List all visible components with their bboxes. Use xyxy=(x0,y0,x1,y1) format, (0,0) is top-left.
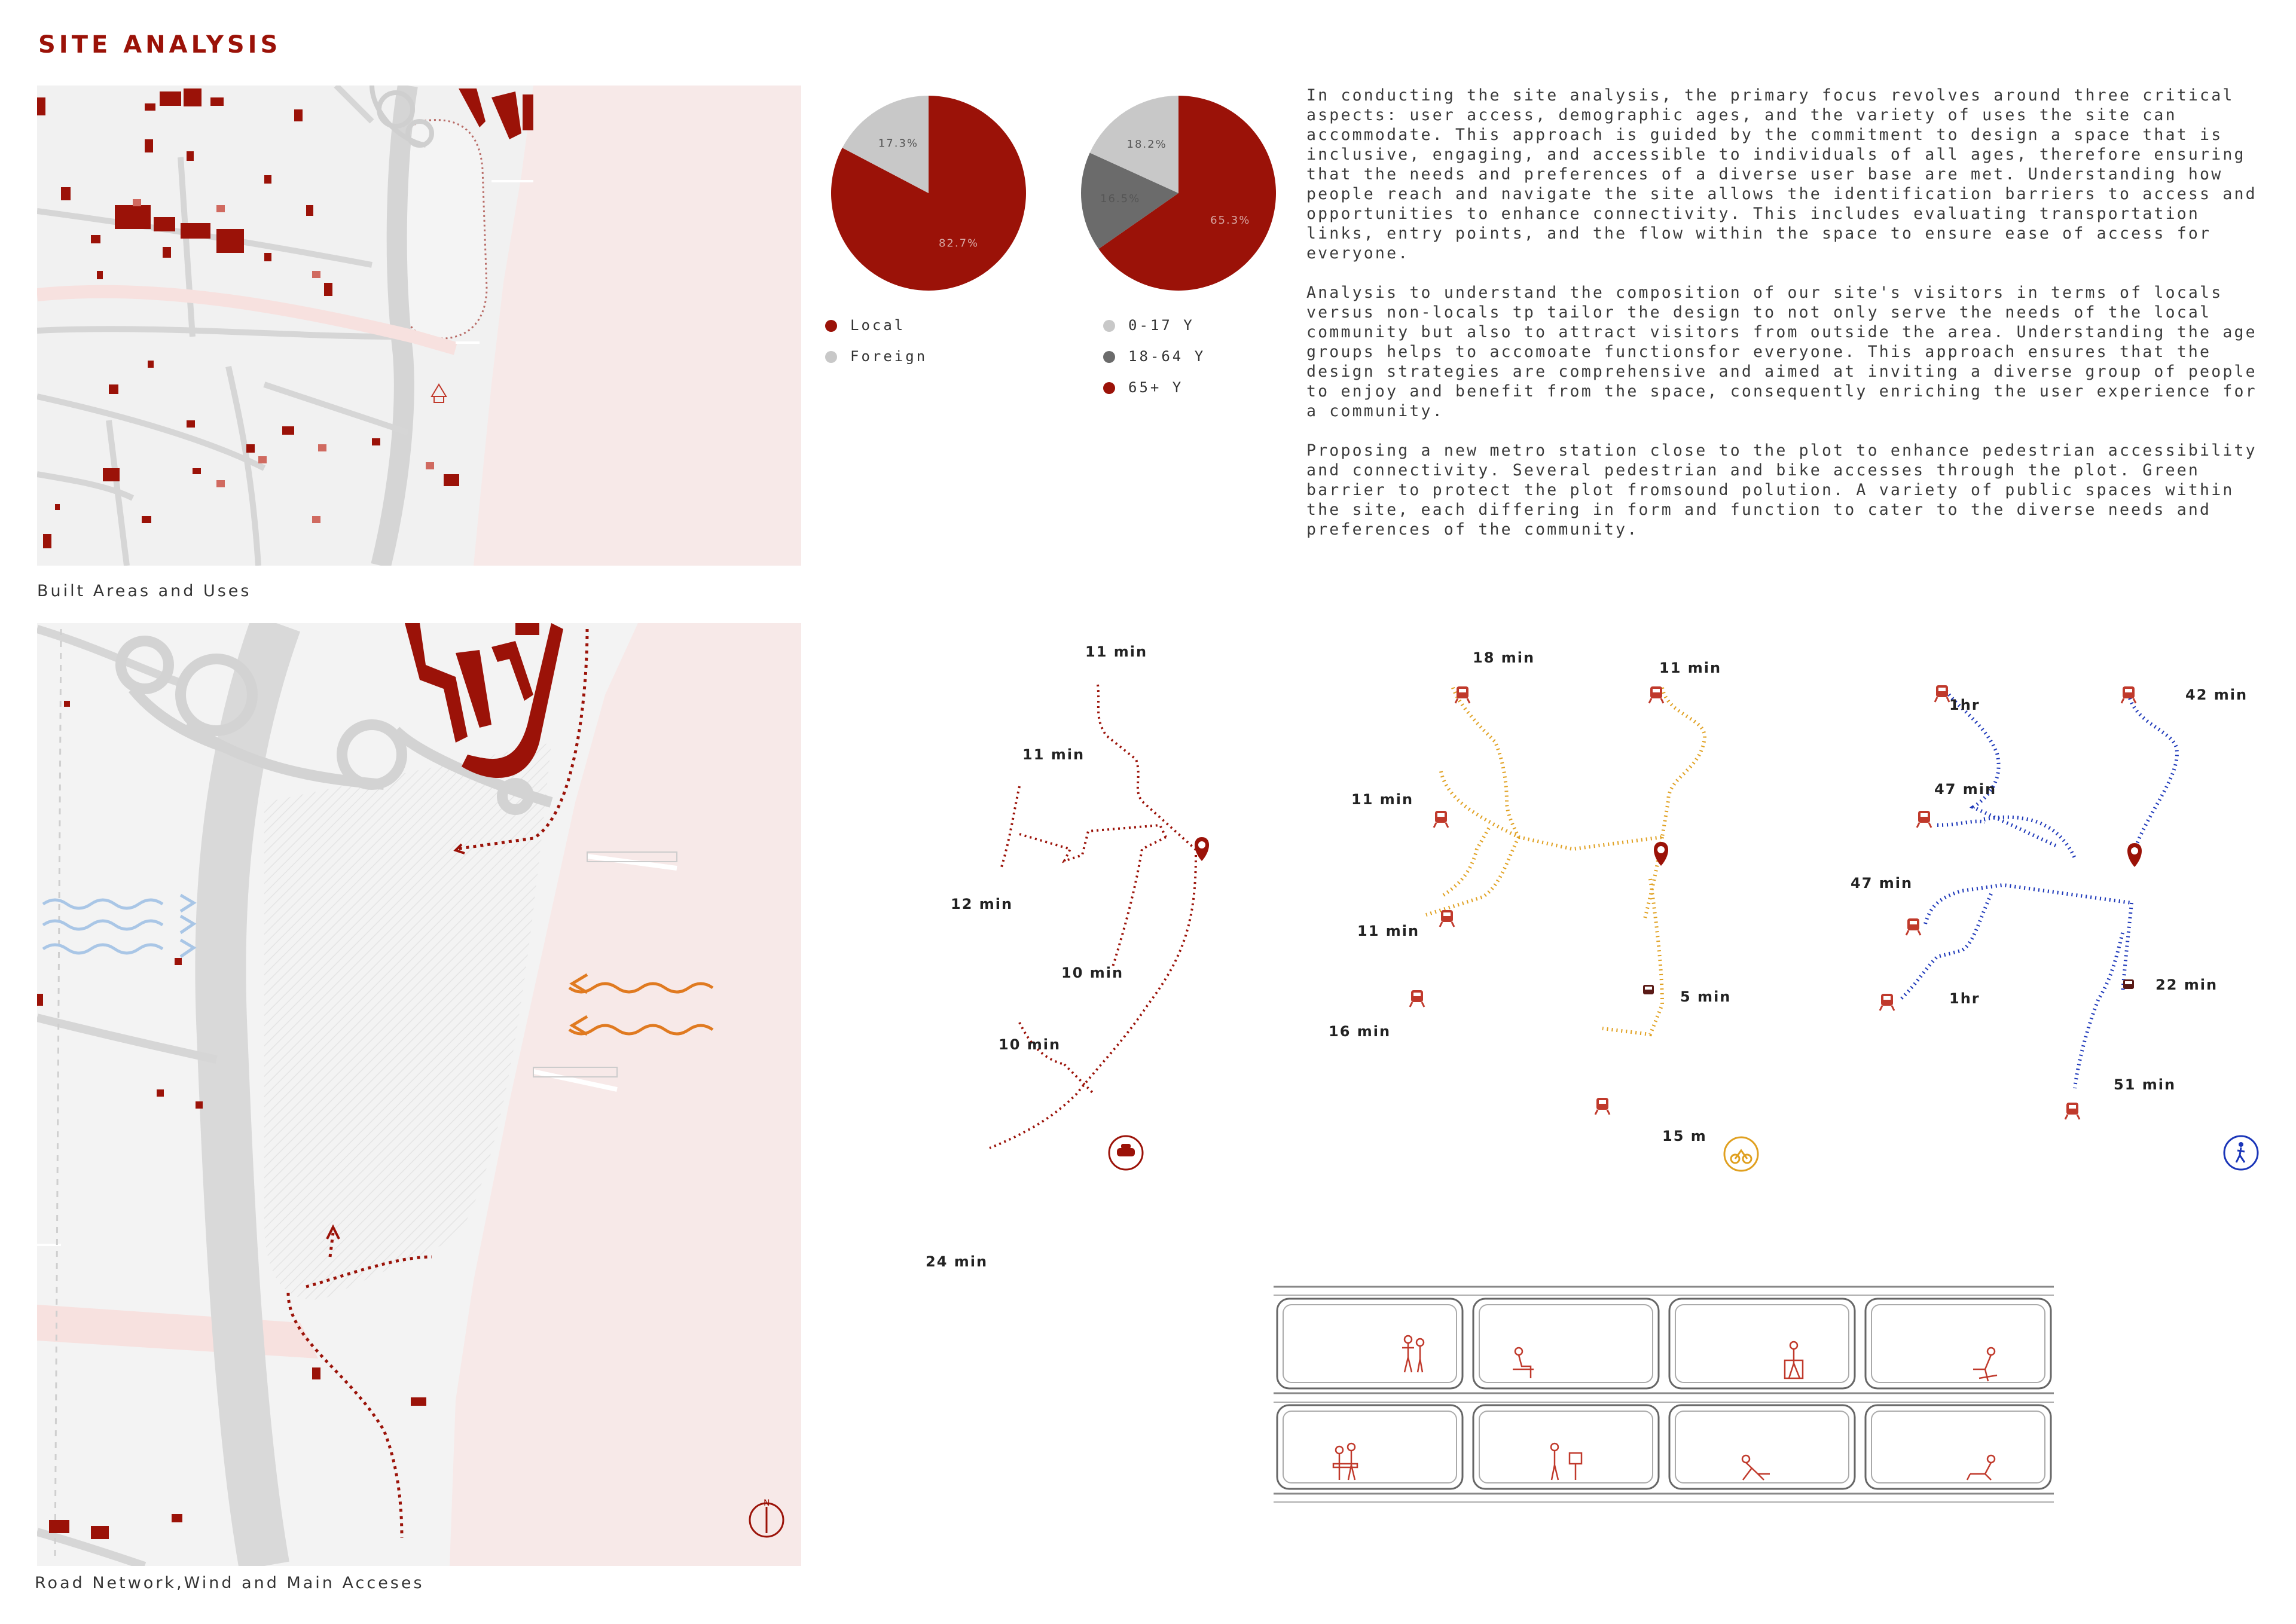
car-time-label: 11 min xyxy=(1022,746,1085,763)
map-top-caption: Built Areas and Uses xyxy=(37,582,252,600)
car-time-label: 11 min xyxy=(1085,643,1148,660)
walk-time-label: 42 min xyxy=(2185,686,2248,703)
legend-item-18-64: 18-64 Y xyxy=(1103,348,1205,365)
legend-age xyxy=(1103,317,1283,413)
pie-slice-label: 16.5% xyxy=(1100,192,1141,205)
bike-time-labels xyxy=(1329,649,1731,1144)
pie-chart-age xyxy=(1081,96,1276,291)
bike-time-label: 5 min xyxy=(1680,988,1732,1005)
road-network-map xyxy=(37,623,801,1566)
map-bottom-caption: Road Network,Wind and Main Acceses xyxy=(35,1574,425,1592)
train-station-icon xyxy=(1880,994,1894,1011)
car-destination-pin xyxy=(1195,837,1209,861)
legend-origin xyxy=(825,317,1004,377)
train-station-icon xyxy=(1935,685,1949,702)
age-18-64-swatch xyxy=(1103,351,1115,363)
train-station-icon xyxy=(1440,910,1454,927)
train-station-icon xyxy=(1434,811,1448,828)
train-station-icon xyxy=(1906,918,1921,935)
walk-time-label: 1hr xyxy=(1949,990,1980,1007)
paragraph-demographics: Analysis to understand the composition of our site's visitors in terms of locals versus non-locals tp tailor the design to not only serve the needs of the local community but also to attract visitors from outside the area. Understanding the age groups helps to accomoate functionsfor everyone. This approach ensures that the design strategies are comprehensive and aimed at inviting a diverse group of people to enjoy and benefit from the space, consequently enriching the user experience for a community. xyxy=(1306,283,2257,420)
car-time-label: 10 min xyxy=(1061,964,1124,981)
analysis-text xyxy=(1306,86,2269,559)
train-station-icon xyxy=(1410,990,1424,1007)
car-routes xyxy=(990,685,1202,1148)
built-areas-map xyxy=(37,86,801,566)
pedestrian-mode-icon xyxy=(2224,1136,2258,1170)
train-station-icon xyxy=(1917,811,1931,828)
pie-chart-origin xyxy=(831,96,1026,291)
walk-routes xyxy=(1901,691,2177,1088)
activity-section-strip xyxy=(1274,1280,2054,1507)
walk-time-label: 22 min xyxy=(2155,976,2218,993)
car-time-labels xyxy=(926,643,1147,1270)
train-station-icon xyxy=(1455,686,1470,703)
age-65plus-swatch xyxy=(1103,382,1115,394)
walk-destination-pin xyxy=(2127,843,2142,867)
train-station-icon xyxy=(2121,686,2136,703)
pie-slice-label: 65.3% xyxy=(1210,214,1251,227)
bike-destination-pin xyxy=(1654,842,1668,866)
car-time-label: 10 min xyxy=(999,1036,1061,1053)
pie-charts xyxy=(819,84,1309,305)
bus-stop-icon xyxy=(2123,979,2134,989)
car-time-label: 12 min xyxy=(951,896,1013,912)
foreign-swatch xyxy=(825,351,837,363)
plot-outline xyxy=(398,120,487,339)
train-station-icon xyxy=(1595,1098,1610,1115)
bus-stop-icon xyxy=(1643,985,1654,994)
legend-item-foreign: Foreign xyxy=(825,348,927,365)
bike-time-label: 15 m xyxy=(1662,1128,1707,1144)
compass-label: N xyxy=(764,1498,770,1508)
legend-item-local: Local xyxy=(825,317,905,334)
bike-time-label: 18 min xyxy=(1473,649,1535,666)
paragraph-access: In conducting the site analysis, the primary focus revolves around three critical aspects: user access, demographic ages, and the variety of uses the site can accommodate. This approach is guided by the commitment to design a space that is inclusive, engaging, and accessible to individuals of all ages, therefore ensuring that the needs and preferences of a diverse user base are met. Understanding how people reach and navigate the site allows the identification barriers to access and opportunities to enhance connectivity. This includes evaluating transportation links, entry points, and the flow within the space to ensure ease of access for everyone. xyxy=(1306,86,2257,262)
train-station-icon xyxy=(1649,686,1663,703)
paragraph-proposal: Proposing a new metro station close to the plot to enhance pedestrian accessibility and connectivity. Several pedestrian and bike accesses through the plot. Green barrier to protect the plot fromsound polution. A variety of public spaces within the site, each differing in form and function to cater to the diverse needs and preferences of the community. xyxy=(1306,441,2257,539)
bike-time-label: 11 min xyxy=(1357,923,1420,939)
car-time-label: 24 min xyxy=(926,1253,988,1270)
bike-time-label: 16 min xyxy=(1329,1023,1391,1040)
legend-item-0-17: 0-17 Y xyxy=(1103,317,1195,334)
train-station-icon xyxy=(2065,1103,2080,1119)
bicycle-mode-icon xyxy=(1724,1137,1758,1171)
walk-time-label: 47 min xyxy=(1934,781,1997,798)
walk-time-label: 47 min xyxy=(1851,875,1913,892)
pie-slice-label: 18.2% xyxy=(1126,138,1167,151)
legend-item-65plus: 65+ Y xyxy=(1103,379,1183,396)
walk-time-label: 1hr xyxy=(1949,697,1980,713)
bike-time-label: 11 min xyxy=(1351,791,1414,808)
pie-slice-label: 82.7% xyxy=(938,237,979,250)
age-0-17-swatch xyxy=(1103,320,1115,332)
walk-time-label: 51 min xyxy=(2114,1076,2176,1093)
people-figures xyxy=(1333,1336,1997,1480)
access-routes-diagram xyxy=(885,622,2260,1292)
pie-slice-label: 17.3% xyxy=(878,137,919,150)
bike-time-label: 11 min xyxy=(1659,660,1722,676)
local-swatch xyxy=(825,320,837,332)
car-mode-icon xyxy=(1109,1136,1143,1170)
page-title: SITE ANALYSIS xyxy=(38,31,282,59)
